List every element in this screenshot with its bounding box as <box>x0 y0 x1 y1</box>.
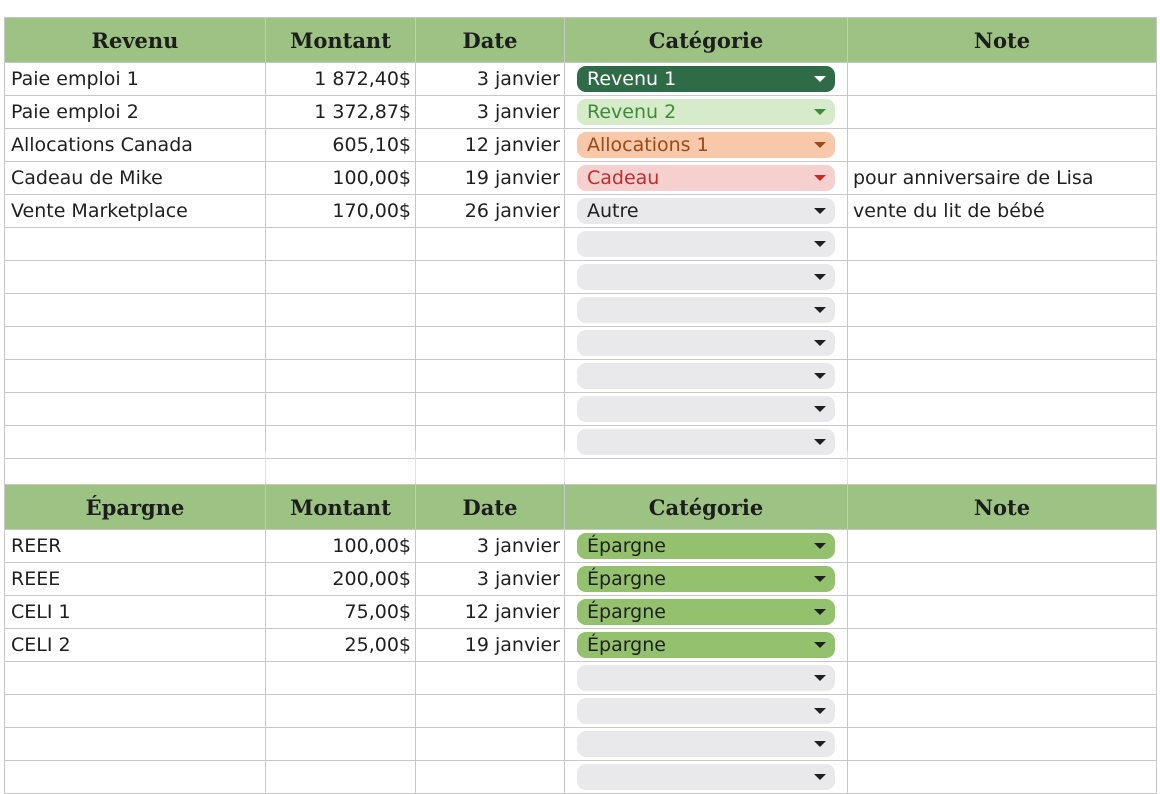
table-row <box>5 195 1157 228</box>
dropdown-arrow-icon[interactable] <box>814 76 826 82</box>
cell-date[interactable]: 19 janvier <box>416 162 565 195</box>
gridline <box>564 451 565 483</box>
gridline <box>415 451 416 483</box>
category-label: Épargne <box>587 568 666 590</box>
cell-name[interactable] <box>5 261 266 294</box>
header-montant[interactable]: Montant <box>266 18 416 63</box>
table-row-empty <box>5 228 1157 261</box>
cell-amount[interactable] <box>266 327 416 360</box>
dropdown-arrow-icon[interactable] <box>814 208 826 214</box>
cell-category[interactable] <box>565 228 848 261</box>
table-row <box>5 530 1157 563</box>
category-dropdown[interactable] <box>577 566 835 592</box>
cell-name[interactable]: Cadeau de Mike <box>5 162 266 195</box>
cell-amount[interactable]: 25,00$ <box>266 629 416 662</box>
cell-amount[interactable]: 1 372,87$ <box>266 96 416 129</box>
dropdown-arrow-icon[interactable] <box>814 142 826 148</box>
header-categorie[interactable]: Catégorie <box>565 485 848 530</box>
category-label: Autre <box>587 200 639 222</box>
cell-category[interactable] <box>565 695 848 728</box>
cell-name[interactable] <box>5 761 266 794</box>
table-row-empty <box>5 360 1157 393</box>
cell-amount[interactable] <box>266 228 416 261</box>
dropdown-arrow-icon[interactable] <box>814 543 826 549</box>
cell-note[interactable] <box>848 695 1157 728</box>
cell-category[interactable] <box>565 294 848 327</box>
revenu-header-row <box>5 18 1157 63</box>
table-row-empty <box>5 393 1157 426</box>
table-row <box>5 129 1157 162</box>
cell-date[interactable]: 3 janvier <box>416 563 565 596</box>
cell-category[interactable] <box>565 563 848 596</box>
cell-name[interactable]: CELI 1 <box>5 596 266 629</box>
cell-note[interactable] <box>848 596 1157 629</box>
cell-note[interactable] <box>848 96 1157 129</box>
cell-name[interactable] <box>5 294 266 327</box>
gridline <box>847 451 848 483</box>
table-row <box>5 96 1157 129</box>
cell-category[interactable] <box>565 662 848 695</box>
category-dropdown[interactable] <box>577 764 835 790</box>
cell-name[interactable] <box>5 360 266 393</box>
category-dropdown[interactable] <box>577 665 835 691</box>
cell-category[interactable] <box>565 360 848 393</box>
cell-note[interactable] <box>848 629 1157 662</box>
dropdown-arrow-icon[interactable] <box>814 340 826 346</box>
category-dropdown[interactable] <box>577 165 835 191</box>
cell-amount[interactable] <box>266 728 416 761</box>
dropdown-arrow-icon[interactable] <box>814 576 826 582</box>
cell-note[interactable] <box>848 728 1157 761</box>
cell-category[interactable] <box>565 596 848 629</box>
cell-date[interactable]: 19 janvier <box>416 629 565 662</box>
header-date[interactable]: Date <box>416 18 565 63</box>
table-row <box>5 596 1157 629</box>
category-dropdown[interactable] <box>577 66 835 92</box>
category-label: Cadeau <box>587 167 660 189</box>
category-label: Épargne <box>587 601 666 623</box>
cell-date[interactable]: 12 janvier <box>416 596 565 629</box>
category-dropdown[interactable] <box>577 132 835 158</box>
cell-category[interactable] <box>565 393 848 426</box>
cell-category[interactable] <box>565 195 848 228</box>
cell-category[interactable] <box>565 327 848 360</box>
category-label: Épargne <box>587 535 666 557</box>
cell-note[interactable] <box>848 662 1157 695</box>
cell-category[interactable] <box>565 261 848 294</box>
cell-name[interactable]: Paie emploi 2 <box>5 96 266 129</box>
cell-note[interactable] <box>848 129 1157 162</box>
cell-date[interactable]: 3 janvier <box>416 96 565 129</box>
cell-amount[interactable]: 170,00$ <box>266 195 416 228</box>
cell-category[interactable] <box>565 728 848 761</box>
cell-amount[interactable] <box>266 360 416 393</box>
cell-date[interactable] <box>416 761 565 794</box>
cell-note[interactable] <box>848 761 1157 794</box>
header-montant[interactable]: Montant <box>266 485 416 530</box>
category-label: Épargne <box>587 634 666 656</box>
cell-note[interactable] <box>848 530 1157 563</box>
cell-amount[interactable]: 75,00$ <box>266 596 416 629</box>
table-row <box>5 63 1157 96</box>
cell-name[interactable] <box>5 327 266 360</box>
category-dropdown[interactable] <box>577 731 835 757</box>
table-row-empty <box>5 662 1157 695</box>
dropdown-arrow-icon[interactable] <box>814 642 826 648</box>
header-date[interactable]: Date <box>416 485 565 530</box>
dropdown-arrow-icon[interactable] <box>814 774 826 780</box>
category-label: Allocations 1 <box>587 134 709 156</box>
cell-category[interactable] <box>565 129 848 162</box>
epargne-header-row <box>5 485 1157 530</box>
cell-amount[interactable] <box>266 662 416 695</box>
cell-name[interactable]: Paie emploi 1 <box>5 63 266 96</box>
cell-date[interactable]: 12 janvier <box>416 129 565 162</box>
dropdown-arrow-icon[interactable] <box>814 439 826 445</box>
cell-note[interactable]: vente du lit de bébé <box>848 195 1157 228</box>
table-row-empty <box>5 728 1157 761</box>
spacer-row <box>4 451 1156 483</box>
header-epargne[interactable]: Épargne <box>5 485 266 530</box>
cell-note[interactable] <box>848 327 1157 360</box>
cell-name[interactable] <box>5 695 266 728</box>
cell-name[interactable] <box>5 728 266 761</box>
category-dropdown[interactable] <box>577 99 835 125</box>
cell-category[interactable] <box>565 629 848 662</box>
table-row-empty <box>5 261 1157 294</box>
gridline <box>265 451 266 483</box>
category-dropdown[interactable] <box>577 632 835 658</box>
category-dropdown[interactable] <box>577 198 835 224</box>
category-dropdown[interactable] <box>577 264 835 290</box>
cell-amount[interactable]: 100,00$ <box>266 162 416 195</box>
category-dropdown[interactable] <box>577 297 835 323</box>
category-label: Revenu 2 <box>587 101 677 123</box>
table-row-empty <box>5 695 1157 728</box>
header-note[interactable]: Note <box>848 485 1157 530</box>
table-row <box>5 563 1157 596</box>
cell-note[interactable]: pour anniversaire de Lisa <box>848 162 1157 195</box>
cell-date[interactable] <box>416 327 565 360</box>
dropdown-arrow-icon[interactable] <box>814 109 826 115</box>
cell-date[interactable] <box>416 662 565 695</box>
cell-note[interactable] <box>848 294 1157 327</box>
cell-date[interactable] <box>416 360 565 393</box>
cell-date[interactable]: 3 janvier <box>416 530 565 563</box>
cell-date[interactable] <box>416 728 565 761</box>
cell-name[interactable] <box>5 228 266 261</box>
cell-note[interactable] <box>848 360 1157 393</box>
cell-name[interactable]: REER <box>5 530 266 563</box>
cell-name[interactable] <box>5 662 266 695</box>
header-note[interactable]: Note <box>848 18 1157 63</box>
dropdown-arrow-icon[interactable] <box>814 274 826 280</box>
cell-name[interactable]: Allocations Canada <box>5 129 266 162</box>
dropdown-arrow-icon[interactable] <box>814 741 826 747</box>
dropdown-arrow-icon[interactable] <box>814 175 826 181</box>
cell-date[interactable] <box>416 294 565 327</box>
cell-name[interactable]: REEE <box>5 563 266 596</box>
dropdown-arrow-icon[interactable] <box>814 675 826 681</box>
category-dropdown[interactable] <box>577 330 835 356</box>
cell-date[interactable] <box>416 261 565 294</box>
epargne-table <box>4 484 1157 794</box>
dropdown-arrow-icon[interactable] <box>814 609 826 615</box>
cell-note[interactable] <box>848 393 1157 426</box>
table-row <box>5 629 1157 662</box>
header-revenu[interactable]: Revenu <box>5 18 266 63</box>
cell-date[interactable] <box>416 695 565 728</box>
cell-amount[interactable]: 1 872,40$ <box>266 63 416 96</box>
category-dropdown[interactable] <box>577 363 835 389</box>
table-row-empty <box>5 761 1157 794</box>
cell-amount[interactable] <box>266 294 416 327</box>
cell-amount[interactable] <box>266 695 416 728</box>
cell-amount[interactable] <box>266 261 416 294</box>
category-dropdown[interactable] <box>577 599 835 625</box>
table-row <box>5 162 1157 195</box>
category-dropdown[interactable] <box>577 533 835 559</box>
cell-category[interactable] <box>565 96 848 129</box>
cell-category[interactable] <box>565 530 848 563</box>
cell-name[interactable]: CELI 2 <box>5 629 266 662</box>
dropdown-arrow-icon[interactable] <box>814 406 826 412</box>
cell-category[interactable] <box>565 162 848 195</box>
table-row-empty <box>5 327 1157 360</box>
cell-note[interactable] <box>848 228 1157 261</box>
dropdown-arrow-icon[interactable] <box>814 708 826 714</box>
cell-date[interactable]: 26 janvier <box>416 195 565 228</box>
cell-amount[interactable]: 605,10$ <box>266 129 416 162</box>
cell-note[interactable] <box>848 63 1157 96</box>
cell-note[interactable] <box>848 563 1157 596</box>
header-categorie[interactable]: Catégorie <box>565 18 848 63</box>
cell-category[interactable] <box>565 63 848 96</box>
cell-name[interactable] <box>5 393 266 426</box>
cell-amount[interactable] <box>266 761 416 794</box>
table-row-empty <box>5 294 1157 327</box>
dropdown-arrow-icon[interactable] <box>814 307 826 313</box>
cell-amount[interactable]: 200,00$ <box>266 563 416 596</box>
cell-amount[interactable] <box>266 393 416 426</box>
cell-date[interactable] <box>416 228 565 261</box>
cell-name[interactable]: Vente Marketplace <box>5 195 266 228</box>
cell-note[interactable] <box>848 261 1157 294</box>
category-dropdown[interactable] <box>577 396 835 422</box>
cell-date[interactable] <box>416 393 565 426</box>
category-dropdown[interactable] <box>577 231 835 257</box>
cell-date[interactable]: 3 janvier <box>416 63 565 96</box>
revenu-table <box>4 17 1157 492</box>
cell-category[interactable] <box>565 761 848 794</box>
cell-amount[interactable]: 100,00$ <box>266 530 416 563</box>
dropdown-arrow-icon[interactable] <box>814 241 826 247</box>
category-label: Revenu 1 <box>587 68 677 90</box>
category-dropdown[interactable] <box>577 698 835 724</box>
dropdown-arrow-icon[interactable] <box>814 373 826 379</box>
